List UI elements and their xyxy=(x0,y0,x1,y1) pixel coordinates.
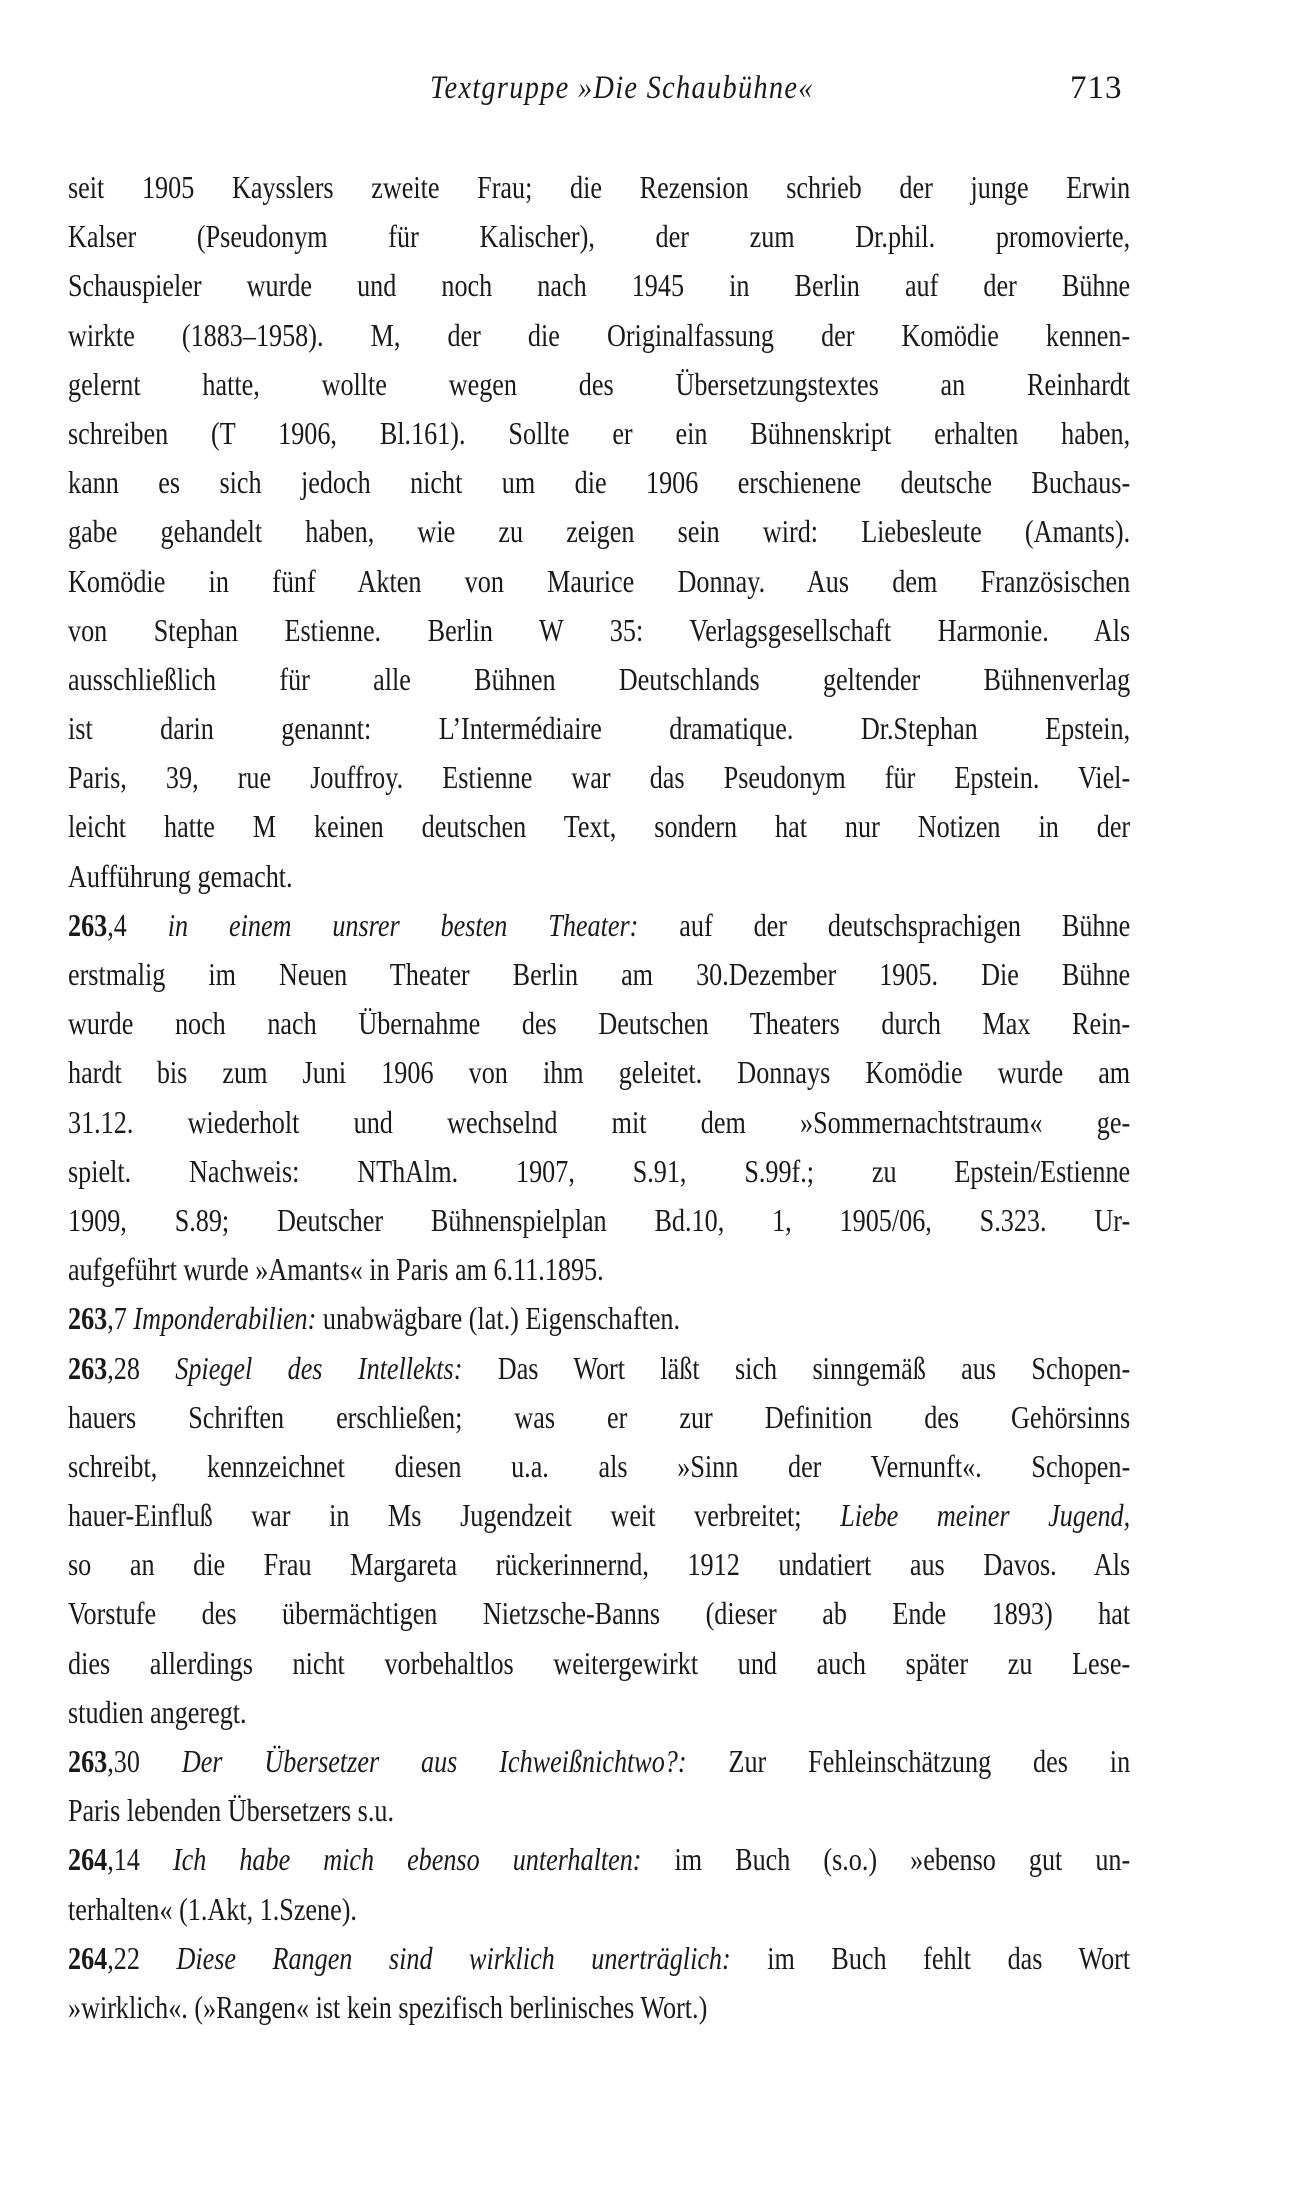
line-reference: 263,28 xyxy=(68,1350,140,1386)
line-reference: 263,4 xyxy=(68,907,127,943)
text-line xyxy=(68,1393,1130,1442)
line-text: erstmalig im Neuen Theater Berlin am 30.Dezember 1905. Die Bühne xyxy=(68,957,1131,992)
line-text: so an die Frau Margareta rückerinnernd, 1912 undatiert aus Davos. Als xyxy=(68,1547,1131,1583)
lemma: Ich habe mich ebenso unterhalten: xyxy=(172,1842,642,1878)
line-text: Komödie in fünf Akten von Maurice Donnay. Aus dem Französischen xyxy=(68,563,1131,599)
text-line xyxy=(68,1048,1130,1097)
line-reference: 263,30 xyxy=(68,1744,140,1779)
line-text: im Buch fehlt das Wort xyxy=(767,1940,1131,1976)
line-text: spielt. Nachweis: NThAlm. 1907, S.91, S.99f.; zu Epstein/Estienne xyxy=(68,1153,1131,1189)
text-line xyxy=(68,557,1130,606)
text-line xyxy=(68,261,1130,310)
text-line xyxy=(68,1442,1130,1491)
running-title: Textgruppe »Die Schaubühne« xyxy=(430,70,814,106)
text-line xyxy=(68,507,1130,556)
line-text: dies allerdings nicht vorbehaltlos weitergewirkt und auch später zu Lese- xyxy=(68,1645,1131,1681)
text-line xyxy=(68,999,1130,1048)
note-entry-line xyxy=(68,1934,1130,1983)
text-line xyxy=(68,458,1130,507)
line-text: seit 1905 Kaysslers zweite Frau; die Rezension schrieb der junge Erwin xyxy=(68,170,1131,205)
line-text: kann es sich jedoch nicht um die 1906 erschienene deutsche Buchaus- xyxy=(68,465,1131,501)
text-line xyxy=(68,1589,1130,1638)
line-text: Vorstufe des übermächtigen Nietzsche-Banns (dieser ab Ende 1893) hat xyxy=(68,1596,1131,1632)
text-line xyxy=(68,1147,1130,1196)
line-reference: 264,14 xyxy=(68,1842,140,1878)
line-text: schreiben (T 1906, Bl.161). Sollte er ein Bühnenskript erhalten haben, xyxy=(68,415,1131,451)
line-text: 31.12. wiederholt und wechselnd mit dem »Sommernachtstraum« ge- xyxy=(68,1104,1131,1140)
running-header xyxy=(0,70,1309,120)
line-text: ausschließlich für alle Bühnen Deutschlands geltender Bühnenverlag xyxy=(68,661,1131,697)
text-line xyxy=(68,606,1130,655)
line-text: terhalten« (1.Akt, 1.Szene). xyxy=(68,1891,357,1927)
line-text: hardt bis zum Juni 1906 von ihm geleitet. Donnays Komödie wurde am xyxy=(68,1055,1131,1091)
line-text: Aufführung gemacht. xyxy=(68,858,293,894)
text-line xyxy=(68,852,949,901)
lemma: in einem unsrer besten Theater: xyxy=(167,907,639,943)
text-line xyxy=(68,1196,1130,1245)
line-text: Paris lebenden Übersetzers s.u. xyxy=(68,1793,394,1829)
line-text: aufgeführt wurde »Amants« in Paris am 6.11.1895. xyxy=(68,1252,604,1288)
note-entry-line xyxy=(68,901,1130,950)
text-line xyxy=(68,1688,949,1737)
note-entry-line xyxy=(68,1737,1130,1786)
line-text: Das Wort läßt sich sinngemäß aus Schopen- xyxy=(497,1350,1131,1386)
text-line xyxy=(68,360,1130,409)
line-text: Paris, 39, rue Jouffroy. Estienne war das Pseudonym für Epstein. Viel- xyxy=(68,760,1131,796)
lemma: Spiegel des Intellekts: xyxy=(175,1350,463,1386)
quoted-title: Liebe meiner Jugend, xyxy=(840,1498,1131,1534)
line-text: schreibt, kennzeichnet diesen u.a. als »Sinn der Vernunft«. Schopen- xyxy=(68,1448,1131,1484)
text-line xyxy=(68,311,1130,360)
text-line xyxy=(68,409,1130,458)
text-line xyxy=(68,655,1130,704)
note-entry-line xyxy=(68,1835,1130,1884)
line-text: Kalser (Pseudonym für Kalischer), der zum Dr.phil. promovierte, xyxy=(68,219,1131,255)
line-text: ist darin genannt: L’Intermédiaire dramatique. Dr.Stephan Epstein, xyxy=(68,711,1131,747)
text-line xyxy=(68,1786,949,1835)
text-line xyxy=(68,1885,949,1934)
text-line xyxy=(68,1983,949,2032)
line-text: unabwägbare (lat.) Eigenschaften. xyxy=(322,1301,681,1337)
line-text: Zur Fehleinschätzung des in xyxy=(728,1744,1131,1779)
note-entry-line xyxy=(68,1344,1130,1393)
line-text: auf der deutschsprachigen Bühne xyxy=(679,907,1131,943)
line-reference: 264,22 xyxy=(68,1940,140,1976)
line-text: studien angeregt. xyxy=(68,1694,247,1730)
line-text: gabe gehandelt haben, wie zu zeigen sein wird: Liebesleute (Amants). xyxy=(68,514,1131,550)
line-text: »wirklich«. (»Rangen« ist kein spezifisch berlinisches Wort.) xyxy=(68,1989,708,2025)
line-text: im Buch (s.o.) »ebenso gut un- xyxy=(674,1842,1131,1878)
text-line xyxy=(68,950,1130,999)
line-text: leicht hatte M keinen deutschen Text, sondern hat nur Notizen in der xyxy=(68,809,1131,845)
lemma: Diese Rangen sind wirklich unerträglich: xyxy=(176,1940,731,1976)
line-text: hauers Schriften erschließen; was er zur Definition des Gehörsinns xyxy=(68,1399,1131,1435)
line-text: wurde noch nach Übernahme des Deutschen Theaters durch Max Rein- xyxy=(68,1006,1131,1042)
commentary-text xyxy=(68,163,1130,2032)
text-line xyxy=(68,1540,1130,1589)
text-line xyxy=(68,704,1130,753)
text-line xyxy=(68,802,1130,851)
text-line xyxy=(68,1639,1130,1688)
line-text: Schauspieler wurde und noch nach 1945 in Berlin auf der Bühne xyxy=(68,268,1131,304)
text-line xyxy=(68,1245,949,1294)
line-reference: 263,7 xyxy=(68,1301,127,1337)
line-text: gelernt hatte, wollte wegen des Übersetzungstextes an Reinhardt xyxy=(68,366,1131,402)
text-line xyxy=(68,163,1130,212)
line-text: hauer-Einfluß war in Ms Jugendzeit weit verbreitet; xyxy=(68,1498,802,1534)
lemma: Imponderabilien: xyxy=(133,1301,317,1337)
text-line xyxy=(68,212,1130,261)
line-text: wirkte (1883–1958). M, der die Originalfassung der Komödie kennen- xyxy=(68,317,1131,353)
note-entry-line xyxy=(68,1294,949,1343)
page-number: 713 xyxy=(1070,70,1123,106)
text-line xyxy=(68,1491,1130,1540)
text-line xyxy=(68,1098,1130,1147)
line-text: 1909, S.89; Deutscher Bühnenspielplan Bd.10, 1, 1905/06, S.323. Ur- xyxy=(68,1202,1131,1238)
text-line xyxy=(68,753,1130,802)
lemma: Der Übersetzer aus Ichweißnichtwo?: xyxy=(181,1744,687,1779)
line-text: von Stephan Estienne. Berlin W 35: Verlagsgesellschaft Harmonie. Als xyxy=(68,612,1131,648)
